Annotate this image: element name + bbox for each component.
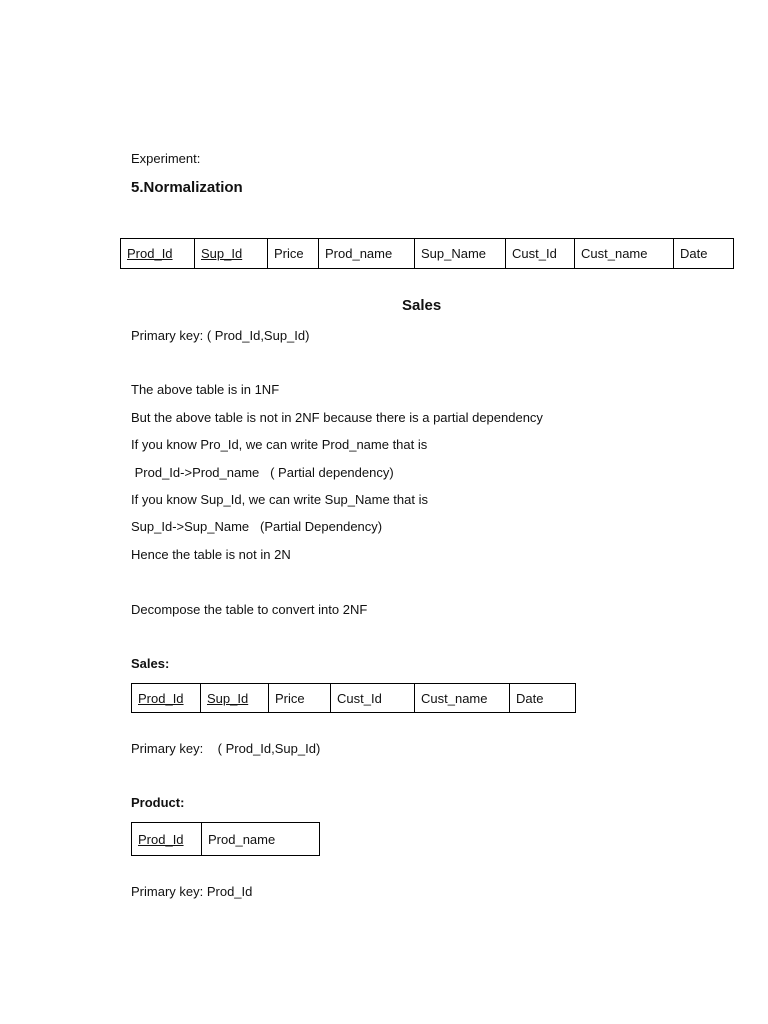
table-cell: Sup_Id	[195, 239, 268, 269]
table-cell: Cust_name	[575, 239, 674, 269]
table-cell: Sup_Id	[201, 684, 269, 713]
decompose-text: Decompose the table to convert into 2NF	[131, 602, 368, 617]
table-cell: Cust_Id	[331, 684, 415, 713]
explanation-line: Sup_Id->Sup_Name (Partial Dependency)	[131, 519, 383, 534]
explanation-line: The above table is in 1NF	[131, 382, 280, 397]
primary-key-text: Primary key: ( Prod_Id,Sup_Id)	[131, 328, 310, 343]
explanation-line: Prod_Id->Prod_name ( Partial dependency)	[131, 465, 394, 480]
primary-key-text: Primary key: Prod_Id	[131, 884, 253, 899]
table-caption: Sales	[402, 297, 442, 314]
page-title: 5.Normalization	[131, 179, 243, 196]
explanation-line: If you know Pro_Id, we can write Prod_name that is	[131, 437, 428, 452]
main-table	[120, 238, 734, 269]
sales-table	[131, 683, 576, 713]
product-table	[131, 822, 320, 856]
table-cell: Price	[268, 239, 319, 269]
table-cell: Prod_name	[319, 239, 415, 269]
product-heading: Product:	[131, 795, 185, 810]
table-cell: Price	[269, 684, 331, 713]
table-cell: Date	[510, 684, 576, 713]
primary-key-text: Primary key: ( Prod_Id,Sup_Id)	[131, 741, 321, 756]
experiment-label: Experiment:	[131, 151, 201, 166]
table-cell: Prod_Id	[132, 684, 201, 713]
table-cell: Prod_Id	[121, 239, 195, 269]
table-cell: Date	[674, 239, 734, 269]
table-row	[132, 684, 576, 713]
explanation-line: But the above table is not in 2NF because there is a partial dependency	[131, 410, 543, 425]
table-cell: Cust_name	[415, 684, 510, 713]
sales-heading: Sales:	[131, 656, 170, 671]
table-cell: Sup_Name	[415, 239, 506, 269]
table-cell: Prod_name	[202, 823, 320, 856]
explanation-line: If you know Sup_Id, we can write Sup_Name that is	[131, 492, 428, 507]
table-row	[132, 823, 320, 856]
table-cell: Cust_Id	[506, 239, 575, 269]
table-cell: Prod_Id	[132, 823, 202, 856]
explanation-line: Hence the table is not in 2N	[131, 547, 291, 562]
table-row	[121, 239, 734, 269]
